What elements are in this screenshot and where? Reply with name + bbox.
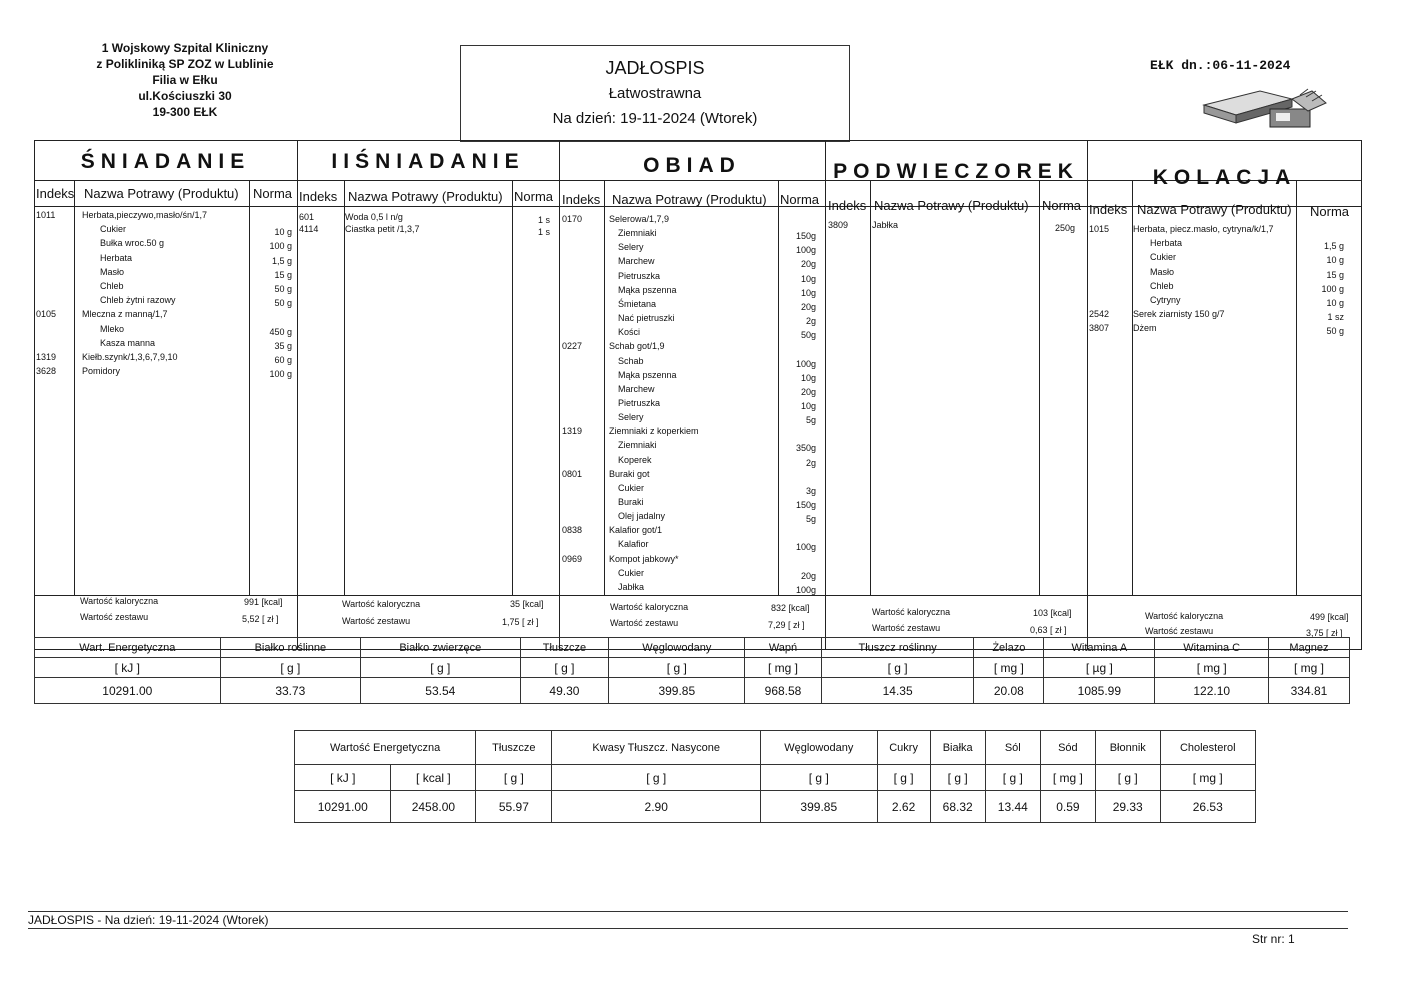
nutrient-unit: [ g ] [220,658,360,678]
cost-label: Wartość zestawu [1145,626,1214,636]
nutrient-name: Wapń [745,638,822,658]
breakfast-kcal: 991 [kcal] [244,597,283,607]
cost-label: Wartość zestawu [872,623,941,633]
second-breakfast-item-index: 601 [299,212,315,222]
column-header-norm: Norma [1042,198,1082,213]
lunch-item-norm: 20g [800,570,816,581]
lunch-ingredient-name: Śmietana [618,298,657,309]
nutrient-value: 33.73 [220,678,360,704]
meal-grid [34,140,1362,650]
supper-dish-name: Dżem [1133,323,1157,334]
lunch-ingredient-name: Ziemniaki [618,440,657,451]
lunch-item-norm: 100g [795,245,816,256]
lunch-item-norm: 2g [805,457,816,468]
lunch-ingredient-name: Olej jadalny [618,511,666,522]
lunch-item-norm: 5g [805,514,816,525]
breakfast-dish-name: Kiełb.szynk/1,3,6,7,9,10 [82,352,178,362]
breakfast-item-norm: 100 g [269,241,292,252]
breakfast-dish-name: Mleczna z manną/1,7 [82,309,168,320]
breakfast-item-norm: 15 g [274,269,292,280]
second-breakfast-dish-name: Ciastka petit /1,3,7 [345,223,420,234]
nutrients-table-main [34,637,1350,704]
document-title: JADŁOSPIS [605,58,705,78]
nutrient-name: Magnez [1268,638,1349,658]
nutrient-name: Tłuszcze [476,731,552,765]
supper-cost: 3,75 [ zł ] [1306,628,1343,638]
supper-ingredient-name: Chleb [1150,280,1174,291]
page-number: Str nr: 1 [1252,932,1295,946]
lunch-dish-name: Kalafior got/1 [609,525,663,536]
nutrient-value: 14.35 [821,678,974,704]
lunch-item-norm: 5g [805,415,816,426]
nutrient-name: Sól [985,731,1040,765]
nutrient-name: Białko zwierzęce [361,638,520,658]
footer-text: JADŁOSPIS - Na dzień: 19-11-2024 (Wtorek) [28,913,269,927]
nutrient-value: 122.10 [1155,678,1268,704]
lunch-cost: 7,29 [ zł ] [768,620,805,630]
meal-title-afternoon-snack: PODWIECZOREK [833,160,1079,183]
lunch-item-norm: 20g [800,259,816,270]
menu-date: Na dzień: 19-11-2024 (Wtorek) [552,110,758,127]
lunch-ingredient-name: Marchew [618,256,655,267]
nutrient-unit: [ mg ] [1040,765,1095,791]
nutrients-table-label [294,730,1256,823]
nutrient-unit: [ g ] [930,765,985,791]
institution-header [70,40,300,120]
lunch-ingredient-name: Selery [618,412,644,423]
supper-ingredient-name: Masło [1150,266,1175,277]
lunch-dish-name: Buraki got [609,468,650,479]
supper-ingredient-name: Cukier [1150,252,1177,263]
supper-item-norm: 10 g [1326,298,1344,308]
breakfast-item-norm: 60 g [274,355,292,365]
supper-item-norm: 50 g [1326,326,1344,337]
nutrient-value: 399.85 [761,791,878,823]
diet-name: Łatwostrawna [608,85,702,102]
calorie-label: Wartość kaloryczna [1145,611,1224,621]
supper-item-index: 3807 [1089,323,1110,334]
breakfast-cost: 5,52 [ zł ] [242,614,279,624]
second-breakfast-item-index: 4114 [299,223,319,234]
lunch-dish-name: Ziemniaki z koperkiem [609,426,699,437]
column-header-index: Indeks [1089,202,1128,217]
institution-line: 19-300 EŁK [152,105,218,119]
city-date: EŁK dn.:06-11-2024 [1150,58,1291,73]
nutrient-unit: [ g ] [761,765,878,791]
lunch-item-norm: 350g [795,443,816,454]
supper-item-index: 1015 [1089,224,1110,234]
lunch-item-norm: 20g [800,301,816,312]
meal-title-breakfast: ŚNIADANIE [80,150,251,173]
afternoon-snack-item-norm: 250g [1054,223,1075,233]
footer-divider [28,911,1348,912]
lunch-ingredient-name: Cukier [618,567,645,578]
lunch-item-index: 0170 [562,214,583,224]
nutrient-unit: [ kJ ] [295,765,391,791]
nutrient-unit: [ g ] [361,658,520,678]
breakfast-item-norm: 10 g [274,227,292,238]
nutrient-unit: [ g ] [552,765,761,791]
cost-label: Wartość zestawu [80,612,149,622]
breakfast-dish-name: Pomidory [82,366,121,377]
second-breakfast-dish-name: Woda 0,5 l n/g [345,212,403,222]
nutrient-name: Białka [930,731,985,765]
lunch-ingredient-name: Jabłka [618,581,645,592]
meal-title-lunch: OBIAD [643,154,741,177]
lunch-item-norm: 150g [795,500,816,510]
nutrient-value: 55.97 [476,791,552,823]
lunch-ingredient-name: Cukier [618,482,645,493]
lunch-item-norm: 100g [795,542,816,553]
lunch-item-norm: 150g [795,231,816,242]
lunch-item-index: 0969 [562,553,583,564]
lunch-dish-name: Schab got/1,9 [609,341,665,352]
breakfast-ingredient-name: Kasza manna [100,337,156,348]
nutrient-value: 1085.99 [1044,678,1155,704]
supper-kcal: 499 [kcal] [1310,612,1349,622]
institution-line: 1 Wojskowy Szpital Kliniczny [101,41,269,55]
column-header-index: Indeks [828,198,867,213]
breakfast-item-index: 1319 [36,352,57,362]
nutrient-unit: [ mg ] [1155,658,1268,678]
lunch-item-norm: 100g [795,584,816,595]
nutrient-name: Tłuszcz roślinny [821,638,974,658]
nutrient-unit: [ g ] [476,765,552,791]
lunch-ingredient-name: Buraki [618,497,644,507]
nutrient-value: 49.30 [520,678,609,704]
nutrient-unit: [ mg ] [974,658,1044,678]
lunch-ingredient-name: Koperek [618,454,652,465]
nutrient-value: 2.90 [552,791,761,823]
nutrient-unit: [ g ] [520,658,609,678]
lunch-ingredient-name: Pietruszka [618,397,661,408]
lunch-item-index: 0801 [562,468,583,479]
lunch-ingredient-name: Pietruszka [618,270,661,281]
column-header-name: Nazwa Potrawy (Produktu) [1137,202,1292,217]
nutrient-name: Witamina C [1155,638,1268,658]
nutrient-unit: [ g ] [821,658,974,678]
column-header-index: Indeks [299,189,338,204]
nutrient-value: 334.81 [1268,678,1349,704]
nutrient-unit: [ g ] [985,765,1040,791]
nutrient-value: 26.53 [1160,791,1255,823]
lunch-ingredient-name: Mąka pszenna [618,369,677,380]
lunch-ingredient-name: Schab [618,355,644,366]
nutrient-name: Sód [1040,731,1095,765]
nutrient-unit: [ kcal ] [391,765,476,791]
supper-ingredient-name: Herbata [1150,238,1183,249]
breakfast-item-index: 0105 [36,309,57,320]
column-header-name: Nazwa Potrawy (Produktu) [874,198,1029,213]
afternoon-snack-dish-name: Jabłka [872,220,899,230]
column-header-norm: Norma [514,189,554,204]
cost-label: Wartość zestawu [610,618,679,628]
lunch-item-norm: 100g [795,358,816,369]
nutrient-name: Węglowodany [609,638,745,658]
column-header-norm: Norma [1310,204,1350,219]
lunch-ingredient-name: Kości [618,327,641,338]
lunch-item-index: 0838 [562,525,583,536]
nutrient-unit: [ mg ] [745,658,822,678]
breakfast-ingredient-name: Cukier [100,224,127,235]
breakfast-dish-name: Herbata,pieczywo,masło/śn/1,7 [82,210,208,220]
lunch-item-norm: 10g [800,273,816,284]
nutrient-unit: [ g ] [877,765,930,791]
supper-item-norm: 10 g [1326,255,1344,266]
breakfast-ingredient-name: Herbata [100,252,133,263]
lunch-item-norm: 10g [800,372,816,383]
nutrient-value: 10291.00 [35,678,221,704]
nutrient-value: 68.32 [930,791,985,823]
breakfast-ingredient-name: Chleb żytni razowy [100,295,176,306]
breakfast-ingredient-name: Mleko [100,323,125,334]
lunch-dish-name: Selerowa/1,7,9 [609,214,670,224]
nutrient-unit: [ kJ ] [35,658,221,678]
nutrient-name: Cukry [877,731,930,765]
nutrient-name: Żelazo [974,638,1044,658]
nutrient-value: 399.85 [609,678,745,704]
lunch-ingredient-name: Selery [618,242,644,253]
lunch-item-index: 0227 [562,341,583,352]
energy-value-header: Wartość Energetyczna [295,731,476,765]
nutrient-value: 0.59 [1040,791,1095,823]
nutrient-value: 968.58 [745,678,822,704]
lunch-item-norm: 10g [800,287,816,298]
supper-item-norm: 1,5 g [1323,241,1344,252]
column-header-norm: Norma [780,192,820,207]
breakfast-ingredient-name: Chleb [100,281,124,291]
supper-item-index: 2542 [1089,309,1110,320]
title-box [460,45,850,142]
lunch-item-norm: 50g [800,330,816,341]
lunch-item-norm: 10g [800,400,816,411]
second-breakfast-item-norm: 1 s [537,226,550,237]
supper-item-norm: 100 g [1321,283,1344,294]
lunch-kcal: 832 [kcal] [771,603,810,613]
nutrient-value: 2.62 [877,791,930,823]
column-header-name: Nazwa Potrawy (Produktu) [348,189,503,204]
supper-item-norm: 15 g [1326,269,1344,280]
nutrient-name: Tłuszcze [520,638,609,658]
calorie-label: Wartość kaloryczna [872,607,951,617]
breakfast-item-norm: 100 g [269,369,292,380]
breakfast-item-norm: 50 g [274,298,292,309]
breakfast-item-index: 3628 [36,366,57,377]
nutrient-value: 2458.00 [391,791,476,823]
lunch-item-norm: 20g [800,386,816,397]
nutrient-name: Wart. Energetyczna [35,638,221,658]
nutrient-name: Białko roślinne [220,638,360,658]
nutrient-value: 20.08 [974,678,1044,704]
breakfast-item-norm: 35 g [274,340,292,351]
column-header-name: Nazwa Potrawy (Produktu) [612,192,767,207]
afternoon-snack-kcal: 103 [kcal] [1033,608,1072,618]
breakfast-item-norm: 1,5 g [271,255,292,266]
afternoon-snack-item-index: 3809 [828,220,849,230]
supper-item-norm: 1 sz [1327,312,1344,323]
nutrient-value: 13.44 [985,791,1040,823]
lunch-item-norm: 3g [805,485,816,496]
nutrient-unit: [ g ] [1095,765,1160,791]
nutrient-value: 53.54 [361,678,520,704]
afternoon-snack-cost: 0,63 [ zł ] [1030,625,1067,635]
nutrient-unit: [ g ] [609,658,745,678]
nutrient-name: Cholesterol [1160,731,1255,765]
lunch-ingredient-name: Nać pietruszki [618,313,675,324]
lunch-ingredient-name: Kalafior [618,539,649,550]
nutrient-unit: [ mg ] [1160,765,1255,791]
breakfast-item-norm: 50 g [274,284,292,294]
nutrient-name: Węglowodany [761,731,878,765]
meal-title-second-breakfast: IIŚNIADANIE [331,150,525,173]
breakfast-ingredient-name: Bułka wroc.50 g [100,238,165,249]
cost-label: Wartość zestawu [342,616,411,626]
calorie-label: Wartość kaloryczna [610,602,689,612]
lunch-item-index: 1319 [562,426,583,437]
second-breakfast-kcal: 35 [kcal] [510,599,544,609]
supper-dish-name: Herbata, piecz.masło, cytryna/k/1,7 [1133,224,1274,234]
lunch-dish-name: Kompot jabkowy* [609,553,679,564]
nutrient-value: 29.33 [1095,791,1160,823]
column-header-index: Indeks [562,192,601,207]
lunch-item-norm: 2g [805,316,816,327]
nutrient-name: Błonnik [1095,731,1160,765]
breakfast-item-index: 1011 [36,210,56,220]
nutrient-value: 10291.00 [295,791,391,823]
lunch-ingredient-name: Marchew [618,383,655,394]
institution-line: ul.Kościuszki 30 [138,89,232,103]
second-breakfast-item-norm: 1 s [537,215,550,225]
supper-dish-name: Serek ziarnisty 150 g/7 [1133,309,1225,320]
calorie-label: Wartość kaloryczna [342,599,421,609]
nutrient-name: Kwasy Tłuszcz. Nasycone [552,731,761,765]
breakfast-item-norm: 450 g [269,326,292,337]
column-header-index: Indeks [36,186,75,201]
nutrient-unit: [ mg ] [1268,658,1349,678]
printer-logo-icon [1200,85,1330,130]
column-header-norm: Norma [253,186,293,201]
footer-divider [28,928,1348,929]
institution-line: z Polikliniką SP ZOZ w Lublinie [96,57,274,71]
second-breakfast-cost: 1,75 [ zł ] [502,617,539,627]
breakfast-ingredient-name: Masło [100,266,125,277]
meal-title-supper: KOLACJA [1152,166,1297,189]
lunch-ingredient-name: Mąka pszenna [618,284,677,295]
nutrient-unit: [ µg ] [1044,658,1155,678]
lunch-ingredient-name: Ziemniaki [618,228,657,239]
supper-ingredient-name: Cytryny [1150,295,1181,305]
nutrient-name: Witamina A [1044,638,1155,658]
calorie-label: Wartość kaloryczna [80,596,159,606]
institution-line: Filia w Ełku [152,73,218,87]
column-header-name: Nazwa Potrawy (Produktu) [84,186,239,201]
